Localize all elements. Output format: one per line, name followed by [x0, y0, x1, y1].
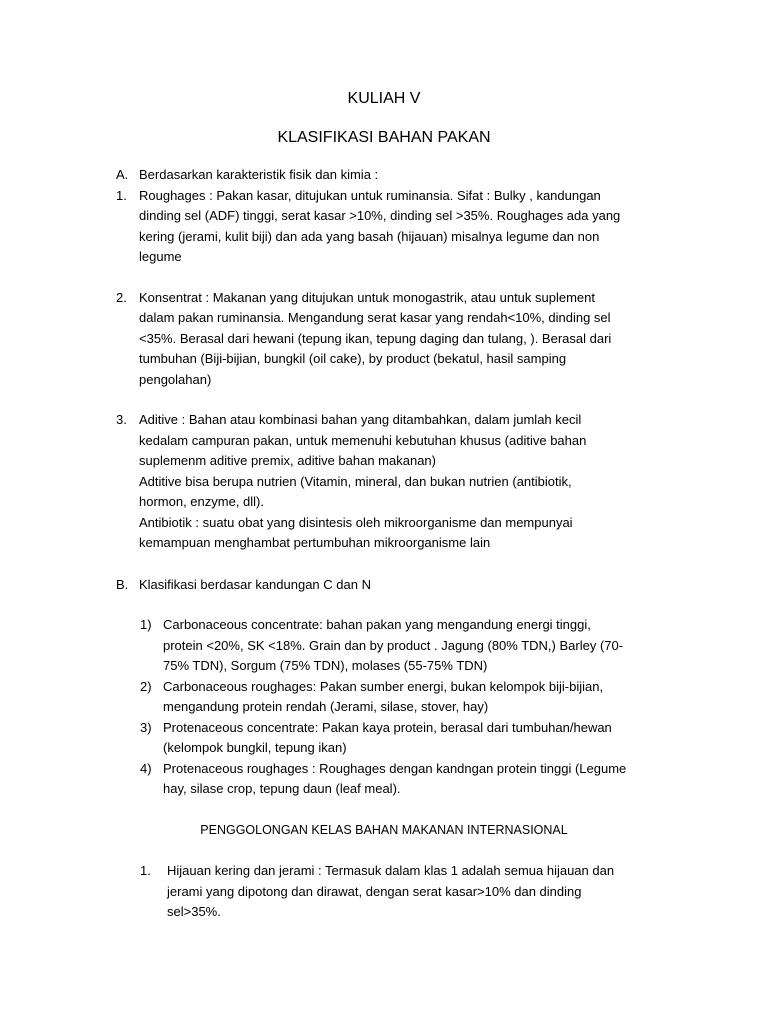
text-line: kedalam campuran pakan, untuk memenuhi kebutuhan khusus (aditive bahan — [139, 432, 587, 448]
list-item-text — [163, 718, 700, 759]
text-line: kemampuan menghambat pertumbuhan mikroorganisme lain — [139, 535, 491, 550]
list-item-text — [139, 410, 676, 554]
list-item-text — [163, 677, 700, 718]
text-line: kering (jerami, kulit biji) dan ada yang basah (hijauan) misalnya legume dan non — [139, 228, 600, 244]
page-title: KULIAH V — [347, 90, 421, 107]
list-item — [116, 410, 676, 554]
section-a-heading-row — [116, 165, 676, 186]
list-item-marker: 1) — [140, 617, 152, 632]
list-item-text — [163, 759, 700, 800]
section-b — [116, 575, 676, 596]
text-line: <35%. Berasal dari hewani (tepung ikan, tepung daging dan tulang, ). Berasal dari — [139, 330, 612, 346]
text-line: Carbonaceous concentrate: bahan pakan yang mengandung energi tinggi, — [163, 617, 591, 632]
section-a — [116, 165, 676, 554]
text-line: Hijauan kering dan jerami : Termasuk dalam klas 1 adalah semua hijauan dan — [167, 863, 615, 878]
text-line: dalam pakan ruminansia. Mengandung serat kasar yang rendah<10%, dinding sel — [139, 310, 611, 325]
text-line: mengandung protein rendah (Jerami, silase, stover, hay) — [163, 699, 489, 714]
text-line: legume — [139, 249, 182, 264]
list-item-marker: 1. — [140, 863, 151, 878]
list-item-marker: 4) — [140, 760, 152, 776]
text-line: hormon, enzyme, dll). — [139, 494, 264, 509]
list-item — [140, 615, 700, 677]
page-subtitle: KLASIFIKASI BAHAN PAKAN — [277, 129, 491, 146]
text-line: sel>35%. — [167, 904, 221, 919]
section-b-marker: B. — [116, 577, 129, 592]
list-item-text — [163, 615, 700, 677]
text-line: Antibiotik : suatu obat yang disintesis oleh mikroorganisme dan mempunyai — [139, 514, 573, 530]
list-item — [116, 186, 676, 268]
text-line: suplemenm aditive premix, aditive bahan makanan) — [139, 453, 436, 468]
section-b-heading: Klasifikasi berdasar kandungan C dan N — [139, 577, 371, 592]
text-line: Protenaceous concentrate: Pakan kaya protein, berasal dari tumbuhan/hewan — [163, 719, 612, 735]
section-b-list — [140, 615, 700, 800]
text-line: hay, silase crop, tepung daun (leaf meal). — [163, 781, 401, 796]
section-a-marker: A. — [116, 167, 129, 182]
list-item — [140, 759, 700, 800]
section-c-heading: PENGGOLONGAN KELAS BAHAN MAKANAN INTERNASIONAL — [200, 823, 568, 837]
section-c-list — [140, 861, 680, 923]
list-item — [116, 288, 676, 391]
text-line: jerami yang dipotong dan dirawat, dengan serat kasar>10% dan dinding — [167, 883, 582, 899]
list-item — [140, 861, 680, 923]
section-b-heading-row — [116, 575, 676, 596]
text-line: protein <20%, SK <18%. Grain dan by product . Jagung (80% TDN,) Barley (70- — [163, 637, 624, 653]
spacer — [116, 390, 676, 410]
text-line: (kelompok bungkil, tepung ikan) — [163, 740, 347, 755]
text-line: Roughages : Pakan kasar, ditujukan untuk ruminansia. Sifat : Bulky , kandungan — [139, 187, 601, 203]
text-line: tumbuhan (Biji-bijian, bungkil (oil cake), by product (bekatul, hasil samping — [139, 351, 567, 366]
list-item-marker: 3) — [140, 719, 152, 735]
list-item-marker: 2) — [140, 678, 152, 694]
list-item-marker: 2. — [116, 289, 127, 305]
list-item — [140, 718, 700, 759]
text-line: Konsentrat : Makanan yang ditujukan untuk monogastrik, atau untuk suplement — [139, 289, 596, 305]
list-item-marker: 3. — [116, 412, 127, 427]
list-item-marker: 1. — [116, 187, 127, 203]
spacer — [116, 268, 676, 288]
text-line: Aditive : Bahan atau kombinasi bahan yang ditambahkan, dalam jumlah kecil — [139, 412, 582, 427]
text-line: dinding sel (ADF) tinggi, serat kasar >10%, dinding sel >35%. Roughages ada yang — [139, 208, 621, 223]
text-line: Adtitive bisa berupa nutrien (Vitamin, mineral, dan bukan nutrien (antibiotik, — [139, 473, 572, 489]
text-line: 75% TDN), Sorgum (75% TDN), molases (55-75% TDN) — [163, 658, 488, 673]
list-item — [140, 677, 700, 718]
text-line: pengolahan) — [139, 371, 212, 387]
text-line: Protenaceous roughages : Roughages dengan kandngan protein tinggi (Legume — [163, 760, 627, 776]
list-item-text — [139, 186, 676, 268]
list-item-text — [139, 288, 676, 391]
section-a-heading: Berdasarkan karakteristik fisik dan kimia : — [139, 167, 379, 182]
list-item-text — [167, 861, 680, 923]
text-line: Carbonaceous roughages: Pakan sumber energi, bukan kelompok biji-bijian, — [163, 678, 604, 694]
